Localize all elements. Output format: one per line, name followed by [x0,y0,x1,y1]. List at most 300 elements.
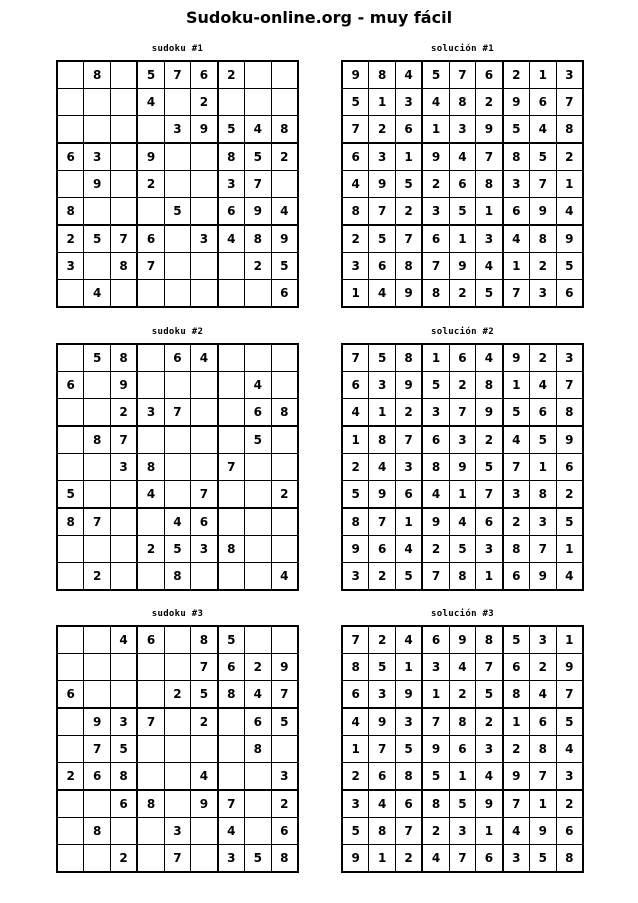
grid-cell: 5 [164,536,190,563]
grid-cell: 1 [395,508,422,536]
grid-cell: 6 [556,454,583,481]
grid-cell: 2 [503,508,530,536]
grid-cell: 5 [395,736,422,763]
grid-cell: 3 [57,253,84,280]
grid-cell [191,171,218,198]
grid-cell: 7 [369,198,395,226]
grid-cell: 9 [422,143,449,171]
grid-cell: 7 [503,280,530,308]
grid-cell: 6 [245,708,271,736]
grid-cell [110,481,137,509]
grid-cell: 9 [530,198,556,226]
grid-cell: 4 [369,280,395,308]
grid-row [57,708,298,736]
grid-cell [84,626,110,654]
grid-cell: 7 [369,736,395,763]
grid-cell: 1 [395,654,422,681]
grid-cell: 4 [556,198,583,226]
grid-cell: 1 [369,845,395,873]
grid-cell [84,198,110,226]
solution-label: solución #3 [431,609,494,619]
grid-cell [137,845,164,873]
grid-cell: 6 [84,763,110,791]
grid-cell [245,454,271,481]
grid-cell [110,171,137,198]
grid-row [57,654,298,681]
grid-cell: 4 [422,845,449,873]
grid-cell [271,536,298,563]
grid-cell: 4 [476,344,503,372]
grid-cell: 7 [449,845,475,873]
grid-cell: 3 [164,818,190,845]
grid-cell: 7 [395,225,422,253]
grid-cell: 5 [110,736,137,763]
grid-row [342,454,583,481]
grid-cell: 3 [164,116,190,144]
grid-cell: 3 [476,536,503,563]
grid-cell [164,171,190,198]
grid-cell: 6 [245,399,271,427]
grid-cell: 9 [369,481,395,509]
grid-cell [57,736,84,763]
grid-cell: 8 [245,736,271,763]
grid-cell: 7 [476,143,503,171]
grid-row [57,280,298,308]
page-title: Sudoku-online.org - muy fácil [185,8,453,27]
grid-cell: 4 [369,454,395,481]
grid-row [342,708,583,736]
grid-cell: 6 [369,536,395,563]
grid-cell [191,399,218,427]
grid-cell [245,344,271,372]
grid-cell: 8 [271,845,298,873]
grid-cell [218,563,245,591]
grid-cell: 6 [218,654,245,681]
grid-cell: 9 [191,790,218,818]
grid-cell: 5 [137,61,164,89]
grid-cell: 6 [57,143,84,171]
grid-cell: 8 [271,399,298,427]
grid-cell [57,790,84,818]
grid-cell [137,344,164,372]
grid-cell: 5 [530,845,556,873]
grid-cell: 2 [342,225,369,253]
grid-row [342,681,583,709]
grid-cell: 5 [369,225,395,253]
grid-cell: 2 [422,818,449,845]
grid-cell [137,818,164,845]
grid-cell: 1 [369,399,395,427]
grid-cell: 2 [271,481,298,509]
grid-cell: 8 [218,536,245,563]
grid-cell [164,708,190,736]
grid-cell: 2 [369,626,395,654]
grid-cell: 1 [530,61,556,89]
grid-cell [84,845,110,873]
grid-cell: 8 [137,454,164,481]
grid-cell: 1 [342,426,369,454]
grid-row [342,426,583,454]
grid-cell: 2 [57,763,84,791]
grid-cell: 7 [422,563,449,591]
grid-cell [137,681,164,709]
grid-cell: 9 [191,116,218,144]
grid-row [342,818,583,845]
grid-row [342,253,583,280]
grid-cell: 3 [395,89,422,116]
grid-cell [110,818,137,845]
grid-cell: 3 [342,253,369,280]
grid-cell: 7 [137,253,164,280]
grid-row [342,116,583,144]
grid-cell: 4 [245,372,271,399]
grid-cell: 2 [110,399,137,427]
grid-cell: 5 [422,61,449,89]
grid-cell [164,626,190,654]
grid-cell [84,89,110,116]
grid-cell: 8 [503,681,530,709]
grid-cell: 3 [191,225,218,253]
grid-cell: 2 [476,708,503,736]
sudoku-grid [56,343,299,591]
grid-cell [218,763,245,791]
grid-cell [191,845,218,873]
grid-cell: 3 [530,508,556,536]
grid-cell [110,116,137,144]
grid-cell: 3 [342,563,369,591]
grid-cell: 6 [530,708,556,736]
grid-cell: 6 [57,681,84,709]
grid-cell: 6 [342,681,369,709]
grid-cell [191,143,218,171]
grid-cell: 7 [84,736,110,763]
grid-cell: 7 [245,171,271,198]
grid-row [57,563,298,591]
grid-cell [245,89,271,116]
grid-row [342,763,583,791]
grid-cell: 8 [110,344,137,372]
grid-cell: 7 [422,253,449,280]
grid-cell [57,89,84,116]
grid-cell [137,426,164,454]
grid-cell [57,563,84,591]
grid-cell: 7 [191,481,218,509]
grid-cell: 5 [422,372,449,399]
grid-cell [84,654,110,681]
grid-cell: 3 [395,454,422,481]
grid-cell: 6 [342,143,369,171]
grid-cell: 4 [395,61,422,89]
grid-cell [84,372,110,399]
grid-cell: 3 [110,454,137,481]
grid-row [342,171,583,198]
grid-row [342,845,583,873]
grid-cell: 7 [476,481,503,509]
grid-cell: 6 [503,198,530,226]
grid-cell: 9 [476,116,503,144]
grid-row [57,763,298,791]
grid-cell: 6 [191,508,218,536]
grid-cell: 6 [137,626,164,654]
grid-cell [164,454,190,481]
grid-cell: 4 [503,818,530,845]
grid-cell: 2 [530,654,556,681]
grid-cell: 5 [342,89,369,116]
grid-cell [191,253,218,280]
grid-cell: 7 [84,508,110,536]
grid-cell: 7 [342,626,369,654]
grid-cell: 7 [191,654,218,681]
grid-row [342,89,583,116]
grid-row [57,372,298,399]
grid-row [57,736,298,763]
grid-cell: 8 [271,116,298,144]
grid-cell: 5 [369,654,395,681]
grid-cell: 3 [503,171,530,198]
grid-cell: 8 [422,280,449,308]
grid-cell: 8 [449,563,475,591]
grid-cell: 4 [271,198,298,226]
grid-cell: 6 [476,61,503,89]
grid-cell: 4 [395,626,422,654]
grid-cell: 4 [449,654,475,681]
grid-cell: 6 [342,372,369,399]
grid-cell: 7 [137,708,164,736]
grid-cell [218,426,245,454]
grid-cell: 9 [476,790,503,818]
grid-cell: 8 [556,116,583,144]
grid-cell: 7 [530,536,556,563]
grid-cell: 4 [530,681,556,709]
grid-cell: 2 [422,171,449,198]
grid-cell: 9 [110,372,137,399]
grid-cell: 7 [503,790,530,818]
grid-cell [57,654,84,681]
grid-cell: 2 [218,61,245,89]
grid-cell [57,626,84,654]
grid-cell [271,372,298,399]
grid-row [342,626,583,654]
grid-cell: 5 [476,280,503,308]
grid-cell: 4 [137,89,164,116]
grid-cell: 5 [395,563,422,591]
grid-cell: 6 [395,790,422,818]
grid-cell: 2 [530,253,556,280]
grid-cell: 3 [84,143,110,171]
grid-cell: 5 [271,708,298,736]
grid-cell [245,508,271,536]
grid-cell: 4 [476,253,503,280]
grid-cell [191,426,218,454]
grid-cell: 2 [369,563,395,591]
grid-cell [164,280,190,308]
grid-cell: 1 [556,171,583,198]
grid-cell: 1 [530,790,556,818]
grid-cell: 8 [395,253,422,280]
grid-cell [191,280,218,308]
grid-cell: 2 [164,681,190,709]
grid-cell: 6 [57,372,84,399]
grid-cell: 6 [449,736,475,763]
grid-cell: 7 [422,708,449,736]
grid-cell: 4 [530,372,556,399]
grid-cell: 2 [57,225,84,253]
grid-cell [191,736,218,763]
grid-cell: 2 [449,681,475,709]
grid-cell: 2 [342,763,369,791]
grid-cell [57,536,84,563]
grid-cell: 4 [476,763,503,791]
grid-cell: 3 [530,626,556,654]
grid-cell: 1 [503,253,530,280]
grid-cell: 5 [476,681,503,709]
grid-cell: 9 [556,654,583,681]
grid-cell [137,198,164,226]
grid-cell: 4 [110,626,137,654]
grid-cell: 9 [271,225,298,253]
grid-row [57,89,298,116]
grid-row [342,654,583,681]
grid-cell: 7 [449,399,475,427]
grid-cell [57,280,84,308]
grid-cell: 8 [164,563,190,591]
grid-cell: 6 [137,225,164,253]
grid-cell: 6 [530,89,556,116]
grid-cell: 6 [530,399,556,427]
grid-cell [110,143,137,171]
grid-cell: 3 [422,399,449,427]
grid-cell [245,536,271,563]
grid-cell: 6 [369,763,395,791]
grid-cell: 6 [271,818,298,845]
grid-cell: 8 [245,225,271,253]
grid-cell: 8 [503,536,530,563]
sudoku-grid [56,625,299,873]
grid-cell: 7 [342,116,369,144]
grid-cell: 2 [556,790,583,818]
grid-cell: 3 [110,708,137,736]
grid-cell: 1 [530,454,556,481]
grid-cell: 6 [476,508,503,536]
grid-cell: 5 [164,198,190,226]
grid-cell: 9 [556,225,583,253]
grid-cell: 5 [245,426,271,454]
grid-row [57,481,298,509]
grid-cell [57,426,84,454]
grid-cell: 4 [422,89,449,116]
grid-cell [218,508,245,536]
grid-cell [245,481,271,509]
grid-cell: 1 [503,372,530,399]
grid-cell [110,536,137,563]
grid-cell: 8 [530,225,556,253]
grid-cell [137,508,164,536]
grid-row [57,454,298,481]
grid-cell: 8 [476,171,503,198]
grid-cell: 9 [530,563,556,591]
grid-cell: 6 [218,198,245,226]
grid-cell: 5 [342,818,369,845]
grid-cell [164,89,190,116]
sudoku-label: sudoku #1 [151,44,204,54]
grid-cell: 6 [449,171,475,198]
grid-cell: 8 [84,61,110,89]
grid-cell: 6 [503,563,530,591]
grid-cell: 7 [530,763,556,791]
grid-cell: 7 [164,399,190,427]
grid-row [342,563,583,591]
grid-cell [164,253,190,280]
grid-row [57,344,298,372]
grid-cell: 3 [556,763,583,791]
grid-cell: 4 [271,563,298,591]
grid-cell: 8 [218,681,245,709]
grid-cell [218,708,245,736]
grid-cell: 3 [218,171,245,198]
grid-cell: 1 [449,481,475,509]
grid-cell: 5 [449,790,475,818]
grid-cell: 7 [369,508,395,536]
grid-cell: 2 [84,563,110,591]
grid-cell [137,116,164,144]
grid-row [342,508,583,536]
grid-cell: 2 [245,654,271,681]
grid-row [57,225,298,253]
grid-cell [164,790,190,818]
grid-cell: 8 [342,508,369,536]
grid-cell [110,654,137,681]
grid-cell [191,198,218,226]
grid-cell: 5 [530,143,556,171]
grid-cell: 4 [218,818,245,845]
grid-cell [271,344,298,372]
grid-row [342,399,583,427]
grid-cell: 2 [191,89,218,116]
grid-cell: 1 [556,626,583,654]
grid-cell: 1 [422,344,449,372]
grid-cell: 6 [395,481,422,509]
grid-cell: 6 [556,818,583,845]
grid-cell: 8 [84,818,110,845]
grid-cell [271,426,298,454]
grid-cell: 3 [271,763,298,791]
grid-cell: 4 [395,536,422,563]
grid-cell: 8 [476,626,503,654]
grid-row [57,198,298,226]
grid-cell [110,681,137,709]
grid-cell: 8 [395,344,422,372]
grid-cell [137,372,164,399]
grid-cell: 2 [395,399,422,427]
grid-cell: 9 [395,280,422,308]
grid-cell [57,344,84,372]
grid-cell [110,61,137,89]
grid-cell: 9 [503,89,530,116]
grid-cell: 5 [530,426,556,454]
grid-cell: 5 [84,225,110,253]
grid-cell: 4 [191,763,218,791]
grid-cell: 7 [503,454,530,481]
grid-cell: 2 [503,61,530,89]
grid-row [57,845,298,873]
grid-cell: 7 [556,372,583,399]
grid-cell: 3 [395,708,422,736]
grid-cell: 3 [556,344,583,372]
grid-cell: 1 [476,818,503,845]
grid-cell [84,116,110,144]
grid-cell: 3 [503,481,530,509]
grid-cell: 9 [476,399,503,427]
